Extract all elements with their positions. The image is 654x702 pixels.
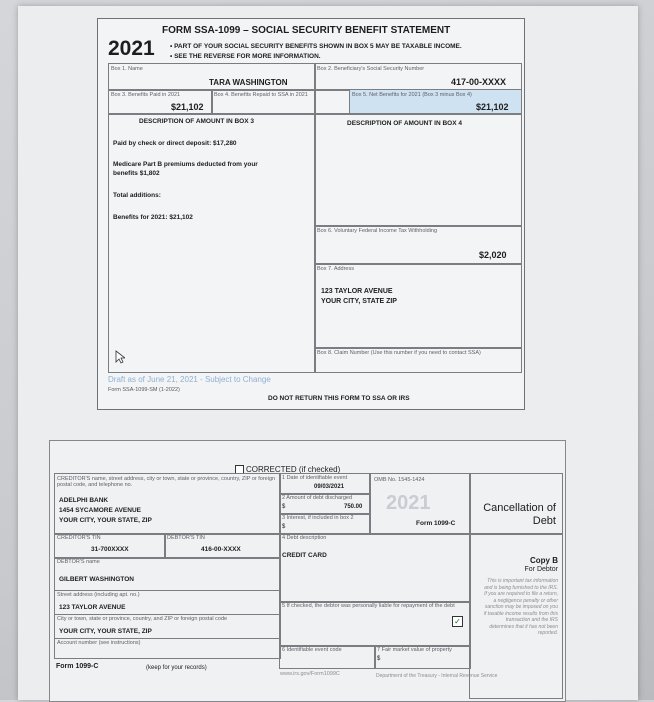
ssa-paid-by: Paid by check or direct deposit: $17,280 bbox=[113, 140, 237, 147]
c-box2: 2 Amount of debt discharged $ 750.00 bbox=[279, 493, 371, 515]
form-1099c bbox=[49, 440, 566, 702]
ssa-address-line1: 123 TAYLOR AVENUE bbox=[321, 288, 393, 295]
creditor-box: CREDITOR'S name, street address, city or town, state or province, country, ZIP or foreign postal code, and telephone no. ADELPHI BANK 1454 SYCAMORE AVENUE YOUR CITY, YOUR STATE, ZIP bbox=[54, 473, 281, 535]
c-footer-form: Form 1099-C bbox=[56, 663, 99, 670]
c-box2-amount: 750.00 bbox=[344, 504, 363, 510]
c-box1: 1 Date of identifiable event 09/03/2021 bbox=[279, 473, 371, 495]
debtor-box: DEBTOR'S name GILBERT WASHINGTON Street address (including apt. no.) 123 TAYLOR AVENUE City or town, state or province, country, and ZIP or foreign postal code YOUR CITY, YOUR STATE, ZIP Account number (see instructions) bbox=[54, 557, 281, 659]
c-box5-checkbox[interactable]: ✓ bbox=[452, 616, 463, 627]
ssa-notice-2: • SEE THE REVERSE FOR MORE INFORMATION. bbox=[170, 53, 321, 60]
ssa-box4-spacer bbox=[314, 89, 351, 115]
ssa-box1-name: TARA WASHINGTON bbox=[209, 78, 288, 87]
ssa-box2: Box 2. Beneficiary's Social Security Number 417-00-XXXX bbox=[314, 63, 522, 91]
debtor-tin-box: DEBTOR'S TIN 416-00-XXXX bbox=[164, 533, 281, 559]
ssa-form-code: Form SSA-1099-SM (1-2022) bbox=[108, 387, 180, 393]
c-box5: 5 If checked, the debtor was personally liable for repayment of the debt ✓ bbox=[279, 601, 471, 647]
copy-note: This is important tax information and is being furnished to the IRS. If you are required to file a return, a negligence penalty or other sanction may be imposed on you if taxable income results from this transaction and the IRS determines that it has not been reported. bbox=[483, 578, 558, 636]
c-form-label: Form 1099-C bbox=[416, 520, 456, 527]
creditor-name: ADELPHI BANK bbox=[59, 497, 109, 504]
creditor-tin-box: CREDITOR'S TIN 31-700XXXX bbox=[54, 533, 166, 559]
debtor-city: YOUR CITY, YOUR STATE, ZIP bbox=[59, 628, 152, 635]
ssa-do-not-return: DO NOT RETURN THIS FORM TO SSA OR IRS bbox=[268, 395, 410, 402]
ssa-notice-1: • PART OF YOUR SOCIAL SECURITY BENEFITS SHOWN IN BOX 5 MAY BE TAXABLE INCOME. bbox=[170, 43, 462, 50]
copy-sub: For Debtor bbox=[524, 566, 558, 573]
ssa-box5-value: $21,102 bbox=[476, 102, 509, 112]
c-title-box bbox=[469, 473, 563, 535]
ssa-draft-note: Draft as of June 21, 2021 - Subject to Change bbox=[108, 375, 271, 384]
ssa-desc-box3: DESCRIPTION OF AMOUNT IN BOX 3 Paid by check or direct deposit: $17,280 Medicare Part B premiums deducted from your benefits $1,802 Total additions: Benefits for 2021: $21,102 bbox=[108, 113, 316, 373]
creditor-street: 1454 SYCAMORE AVENUE bbox=[59, 507, 141, 514]
c-year: 2021 bbox=[386, 492, 431, 514]
ssa-year: 2021 bbox=[108, 37, 155, 60]
ssa-box5: Box 5. Net Benefits for 2021 (Box 3 minus Box 4) $21,102 bbox=[349, 89, 522, 115]
ssa-box3-value: $21,102 bbox=[171, 102, 204, 112]
creditor-tin: 31-700XXXX bbox=[91, 546, 129, 553]
c-box4: 4 Debt description CREDIT CARD bbox=[279, 533, 471, 603]
c-omb-box: OMB No. 1545-1424 2021 Form 1099-C bbox=[369, 473, 471, 535]
copy-title: Copy B bbox=[530, 556, 558, 565]
c-footer-dept: Department of the Treasury - Internal Revenue Service bbox=[376, 673, 498, 679]
c-box4-desc: CREDIT CARD bbox=[282, 552, 327, 559]
ssa-1099-form bbox=[97, 18, 525, 410]
c-box3: 3 Interest, if included in box 2 $ bbox=[279, 513, 371, 535]
ssa-box4: Box 4. Benefits Repaid to SSA in 2021 bbox=[211, 89, 316, 115]
corrected-label: CORRECTED (if checked) bbox=[246, 465, 341, 474]
ssa-box8: Box 8. Claim Number (Use this number if you need to contact SSA) bbox=[314, 347, 522, 373]
ssa-box1: Box 1. Name TARA WASHINGTON bbox=[108, 63, 316, 91]
c-box1-date: 09/03/2021 bbox=[314, 484, 345, 490]
ssa-title: FORM SSA-1099 – SOCIAL SECURITY BENEFIT STATEMENT bbox=[162, 25, 451, 36]
ssa-box2-ssn: 417-00-XXXX bbox=[451, 77, 507, 87]
ssa-box6: Box 6. Voluntary Federal Income Tax Withholding $2,020 bbox=[314, 225, 522, 265]
ssa-total-additions: Total additions: bbox=[113, 192, 161, 199]
ssa-box6-value: $2,020 bbox=[479, 250, 507, 260]
ssa-benefits-2021: Benefits for 2021: $21,102 bbox=[113, 214, 193, 221]
c-footer-keep: (keep for your records) bbox=[146, 665, 207, 671]
ssa-medicare: Medicare Part B premiums deducted from your benefits $1,802 bbox=[113, 161, 258, 177]
c-footer-url: www.irs.gov/Form1099C bbox=[280, 671, 340, 677]
debtor-tin: 416-00-XXXX bbox=[201, 546, 241, 553]
c-box6: 6 Identifiable event code bbox=[279, 645, 376, 669]
creditor-city: YOUR CITY, YOUR STATE, ZIP bbox=[59, 517, 152, 524]
ssa-address-line2: YOUR CITY, STATE ZIP bbox=[321, 298, 397, 305]
debtor-name: GILBERT WASHINGTON bbox=[59, 576, 134, 583]
debtor-street: 123 TAYLOR AVENUE bbox=[59, 604, 126, 611]
ssa-box7: Box 7. Address 123 TAYLOR AVENUE YOUR CITY, STATE ZIP bbox=[314, 263, 522, 349]
c-box7: 7 Fair market value of property $ bbox=[374, 645, 471, 669]
mouse-cursor-icon bbox=[115, 350, 125, 364]
c-title: Cancellation of Debt bbox=[483, 502, 556, 527]
ssa-box3: Box 3. Benefits Paid in 2021 $21,102 bbox=[108, 89, 213, 115]
ssa-desc-box4: DESCRIPTION OF AMOUNT IN BOX 4 bbox=[314, 113, 522, 227]
